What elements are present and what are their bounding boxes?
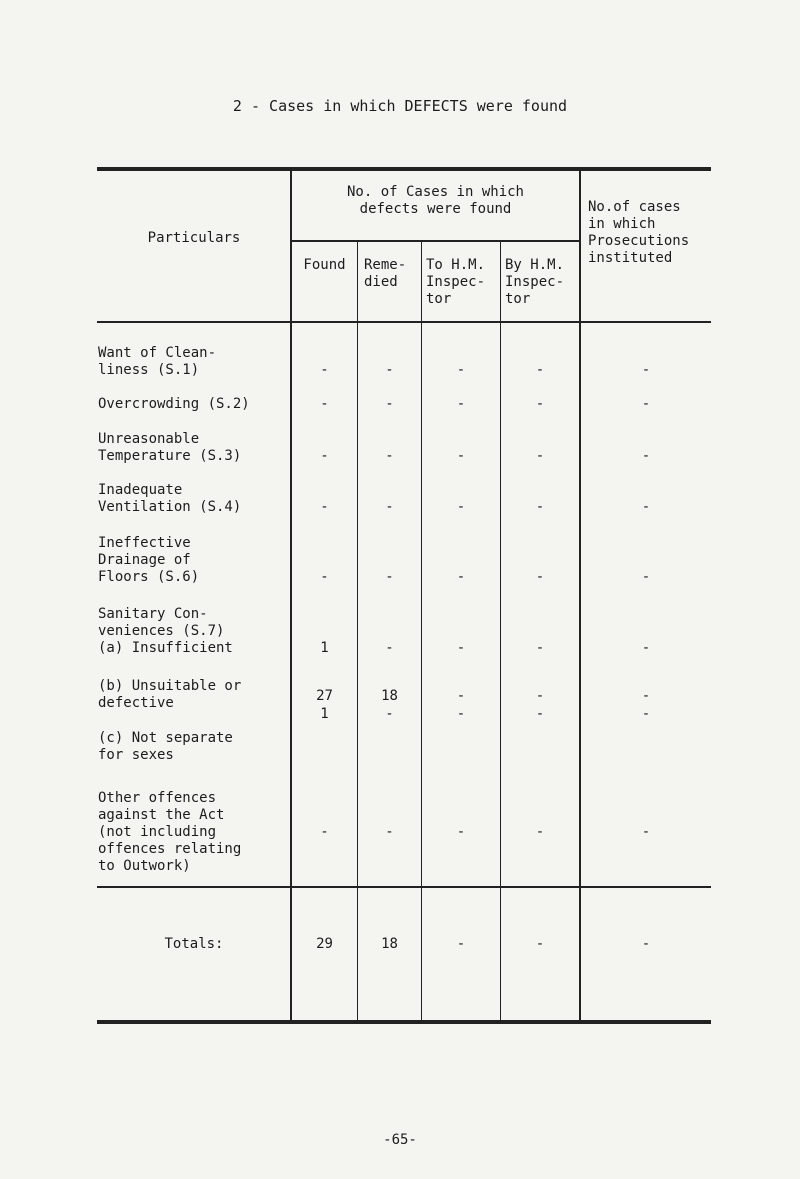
subheader-rule [291,240,579,242]
table-bottom-rule [97,1020,711,1024]
header-particulars: Particulars [147,230,241,246]
totals-remedied: 18 [381,936,398,952]
cell-found: - [320,499,329,515]
totals-by-hm: - [535,936,545,952]
cell-pros: - [641,396,651,412]
totals-label: Totals: [164,936,224,952]
cell-by-hm: - [535,824,545,840]
cell-found: - [320,569,329,585]
cell-pros: - [641,499,651,515]
row-label: Other offences against the Act (not including offences relating to Outwork) [98,790,242,874]
cell-to-hm: - [456,640,466,656]
cell-to-hm: - [456,396,466,412]
cell-pros: - [641,362,651,378]
row-label: Inadequate Ventilation (S.4) [98,482,242,515]
row-label: (c) Not separate for sexes [98,730,233,763]
header-to-hm: To H.M. Inspec- tor [426,257,486,307]
cell-to-hm: - [456,706,466,722]
totals-to-hm: - [456,936,466,952]
col-divider-2 [357,240,358,1024]
col-divider-5 [579,167,581,1024]
totals-rule [97,886,711,888]
cell-pros: - [641,824,651,840]
cell-by-hm: - [535,706,545,722]
cell-remedied: - [385,362,394,378]
cell-to-hm: - [456,362,466,378]
cell-by-hm: - [535,640,545,656]
row-label: Overcrowding (S.2) [98,396,250,412]
cell-to-hm: - [456,688,466,704]
totals-found: 29 [316,936,333,952]
cell-to-hm: - [456,569,466,585]
cell-by-hm: - [535,688,545,704]
cell-pros: - [641,448,651,464]
cell-pros: - [641,688,651,704]
cell-by-hm: - [535,569,545,585]
table-top-rule [97,167,711,171]
cell-pros: - [641,569,651,585]
header-by-hm: By H.M. Inspec- tor [505,257,565,307]
row-label: Ineffective Drainage of Floors (S.6) [98,535,200,585]
cell-found: 1 [320,640,329,656]
totals-prosecutions: - [641,936,651,952]
col-divider-1 [290,167,292,1024]
cell-to-hm: - [456,448,466,464]
header-prosecutions: No.of cases in which Prosecutions instituted [588,199,690,266]
cell-by-hm: - [535,448,545,464]
cell-remedied: 18 [381,688,398,704]
header-rule [97,321,711,323]
col-divider-4 [500,240,501,1024]
col-divider-3 [421,240,422,1024]
cell-remedied: - [385,499,394,515]
cell-remedied: - [385,640,394,656]
page-title: 2 - Cases in which DEFECTS were found [232,97,568,115]
cell-remedied: - [385,824,394,840]
row-label: Want of Clean- liness (S.1) [98,345,217,378]
cell-found: - [320,362,329,378]
cell-found: - [320,824,329,840]
cell-pros: - [641,640,651,656]
cell-to-hm: - [456,499,466,515]
cell-found: 27 [316,688,333,704]
cell-found: 1 [320,706,329,722]
row-label: (b) Unsuitable or defective [98,678,242,711]
page-number: -65- [383,1132,417,1148]
cell-by-hm: - [535,499,545,515]
cell-remedied: - [385,569,394,585]
cell-by-hm: - [535,396,545,412]
cell-remedied: - [385,706,394,722]
header-found: Found [303,257,346,273]
cell-found: - [320,448,329,464]
header-remedied: Reme- died [364,257,407,290]
cell-to-hm: - [456,824,466,840]
cell-remedied: - [385,396,394,412]
row-label: Sanitary Con- veniences (S.7) (a) Insufficient [98,606,233,656]
cell-pros: - [641,706,651,722]
header-group: No. of Cases in which defects were found [346,184,524,217]
cell-by-hm: - [535,362,545,378]
cell-found: - [320,396,329,412]
row-label: Unreasonable Temperature (S.3) [98,431,242,464]
cell-remedied: - [385,448,394,464]
